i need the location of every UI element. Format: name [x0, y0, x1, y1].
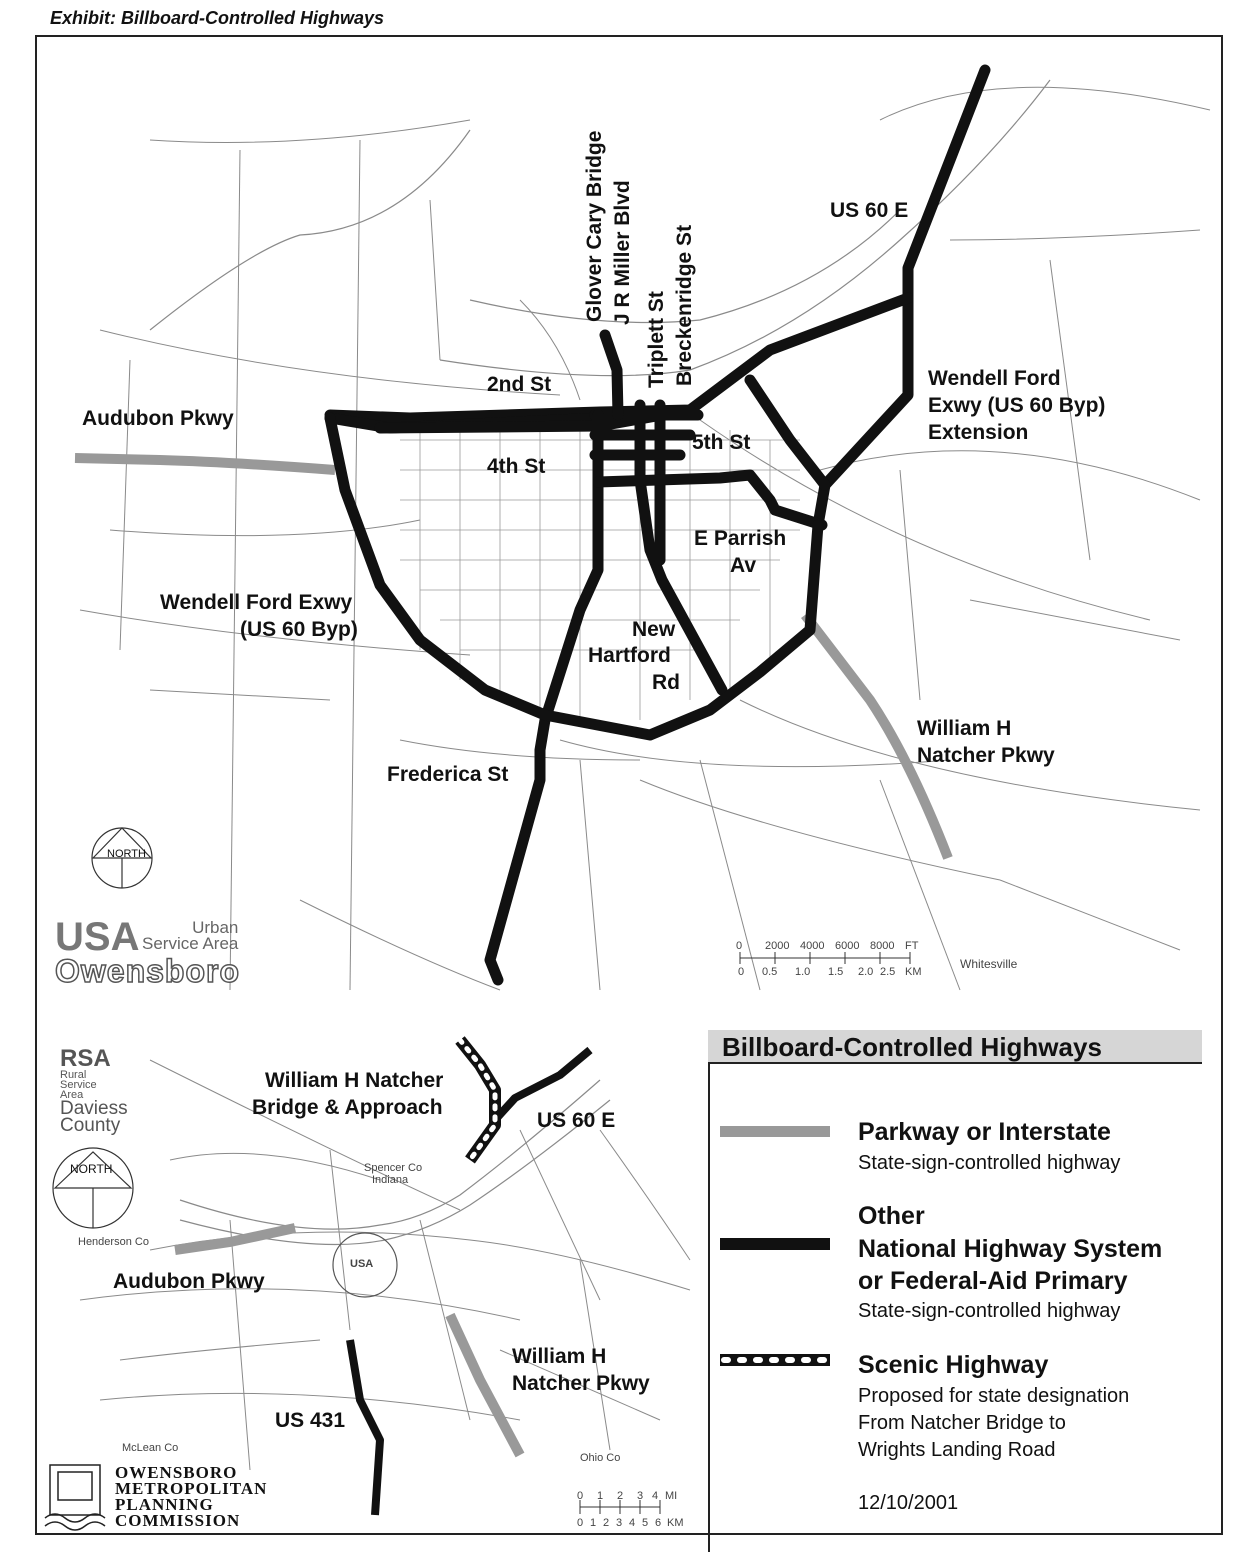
label-e-parrish-2: Av: [730, 554, 757, 577]
scale-ft-3: 6000: [835, 940, 860, 952]
scale-mi-0: 0: [577, 1490, 584, 1502]
label-audubon-inset: Audubon Pkwy: [113, 1270, 265, 1293]
legend-scenic-sub-1: Proposed for state designation: [858, 1385, 1130, 1407]
label-wendell-ext-1: Wendell Ford: [928, 367, 1061, 390]
usa-logo-sub-1: Urban: [192, 918, 239, 937]
ompc-line-1: OWENSBORO: [115, 1463, 238, 1482]
scale-ikm-6: 6: [655, 1517, 662, 1529]
scale-ikm-3: 3: [616, 1517, 623, 1529]
glover-bridge: [605, 335, 618, 415]
label-natcher-1: William H: [917, 717, 1012, 740]
scale-ikm-5: 5: [642, 1517, 649, 1529]
label-e-parrish-1: E Parrish: [694, 527, 787, 550]
scale-mi-3: 3: [637, 1490, 644, 1502]
place-whitesville: Whitesville: [960, 957, 1018, 971]
scale-km-0: 0: [738, 966, 745, 978]
rsa-sub-3: Area: [60, 1089, 84, 1101]
label-triplett-st: Triplett St: [645, 291, 668, 388]
label-new-hartford-1: New: [632, 618, 676, 641]
scale-ft-4: 8000: [870, 940, 895, 952]
scale-mi-unit: MI: [665, 1490, 678, 1502]
daviess-2: County: [60, 1115, 121, 1136]
north-arrow-inset: [53, 1148, 133, 1228]
ompc-logo: [45, 1465, 105, 1530]
scale-km-2: 1.0: [795, 966, 811, 978]
scale-km-5: 2.5: [880, 966, 896, 978]
audubon-pkwy-inset: [175, 1228, 295, 1250]
north-label-main: NORTH: [107, 848, 146, 860]
bypass-ne: [750, 380, 825, 485]
label-new-hartford-3: Rd: [652, 671, 680, 694]
rsa-logo-big: RSA: [60, 1045, 111, 1072]
scale-ft-2: 4000: [800, 940, 825, 952]
label-wendell-ford-2: (US 60 Byp): [240, 618, 358, 641]
scale-ft-unit: FT: [905, 940, 919, 952]
legend-nhs-head-2: National Highway System: [858, 1235, 1163, 1263]
label-natcher-2: Natcher Pkwy: [917, 744, 1055, 767]
scale-km-1: 0.5: [762, 966, 778, 978]
scale-ft-1: 2000: [765, 940, 790, 952]
label-5th-st: 5th St: [692, 431, 751, 454]
label-natcher-inset-1: William H: [512, 1345, 607, 1368]
scale-mi-1: 1: [597, 1490, 604, 1502]
scale-ikm-4: 4: [629, 1517, 636, 1529]
usa-logo-city: Owensboro: [55, 953, 241, 989]
legend-scenic-sub-3: Wrights Landing Road: [858, 1439, 1056, 1461]
label-bridge-2: Bridge & Approach: [252, 1096, 443, 1119]
usa-logo-sub-2: Service Area: [142, 934, 239, 953]
scale-bar-main: [740, 952, 910, 964]
label-bridge-1: William H Natcher: [265, 1069, 444, 1092]
scale-bar-inset: [580, 1500, 660, 1514]
daviess-1: Daviess: [60, 1098, 128, 1119]
daviess-county: [60, 1100, 128, 1134]
scale-km-3: 1.5: [828, 966, 844, 978]
legend-scenic-sub-2: From Natcher Bridge to: [858, 1412, 1066, 1434]
rsa-logo-sub: [60, 1070, 97, 1100]
label-us60e-inset: US 60 E: [537, 1109, 616, 1132]
usa-logo-big: USA: [55, 915, 140, 959]
rsa-sub-2: Service: [60, 1079, 97, 1091]
legend-nhs-head-1: Other: [858, 1202, 925, 1230]
scale-km-4: 2.0: [858, 966, 874, 978]
natcher-pkwy-inset: [450, 1315, 520, 1455]
label-frederica-st: Frederica St: [387, 763, 509, 786]
place-indiana: Indiana: [372, 1174, 409, 1186]
scale-ikm-0: 0: [577, 1517, 584, 1529]
place-mclean: McLean Co: [122, 1442, 179, 1454]
legend-scenic-head: Scenic Highway: [858, 1351, 1049, 1379]
legend-title: Billboard-Controlled Highways: [722, 1032, 1102, 1062]
scale-ikm-1: 1: [590, 1517, 597, 1529]
label-new-hartford-2: Hartford: [588, 644, 671, 667]
exhibit-title: Exhibit: Billboard-Controlled Highways: [50, 8, 385, 28]
place-spencer: Spencer Co: [364, 1162, 423, 1174]
scale-km-unit: KM: [905, 966, 922, 978]
place-usa: USA: [350, 1258, 374, 1270]
legend-parkway-head: Parkway or Interstate: [858, 1118, 1111, 1146]
place-ohio: Ohio Co: [580, 1452, 621, 1464]
label-natcher-inset-2: Natcher Pkwy: [512, 1372, 650, 1395]
ompc-line-2: METROPOLITAN: [115, 1479, 268, 1498]
label-2nd-st: 2nd St: [487, 373, 552, 396]
label-wendell-ext-3: Extension: [928, 421, 1029, 444]
usa-logo-sub: [142, 920, 238, 952]
north-label-inset: NORTH: [70, 1162, 113, 1176]
label-audubon-pkwy: Audubon Pkwy: [82, 407, 234, 430]
place-henderson: Henderson Co: [78, 1236, 149, 1248]
legend-nhs-head-3: or Federal-Aid Primary: [858, 1267, 1128, 1295]
scale-ft-0: 0: [736, 940, 743, 952]
ompc-name: [115, 1465, 267, 1529]
label-4th-st: 4th St: [487, 455, 546, 478]
label-us431-inset: US 431: [275, 1409, 346, 1432]
legend-date: 12/10/2001: [858, 1492, 959, 1514]
label-breckenridge-st: Breckenridge St: [673, 224, 696, 386]
us431-inset: [350, 1340, 380, 1515]
audubon-pkwy-main: [75, 458, 335, 470]
legend-parkway-sub: State-sign-controlled highway: [858, 1152, 1121, 1174]
label-us60e: US 60 E: [830, 199, 909, 222]
label-glover-cary-bridge: Glover Cary Bridge: [583, 130, 606, 322]
rsa-sub-1: Rural: [60, 1069, 87, 1081]
ompc-line-4: COMMISSION: [115, 1511, 241, 1530]
ompc-line-3: PLANNING: [115, 1495, 214, 1514]
label-jr-miller-blvd: J R Miller Blvd: [611, 180, 634, 325]
label-wendell-ford-1: Wendell Ford Exwy: [160, 591, 353, 614]
legend-nhs-sub: State-sign-controlled highway: [858, 1300, 1121, 1322]
scale-ikm-unit: KM: [667, 1517, 684, 1529]
scale-mi-2: 2: [617, 1490, 624, 1502]
label-wendell-ext-2: Exwy (US 60 Byp): [928, 394, 1106, 417]
scale-mi-4: 4: [652, 1490, 659, 1502]
scale-ikm-2: 2: [603, 1517, 610, 1529]
